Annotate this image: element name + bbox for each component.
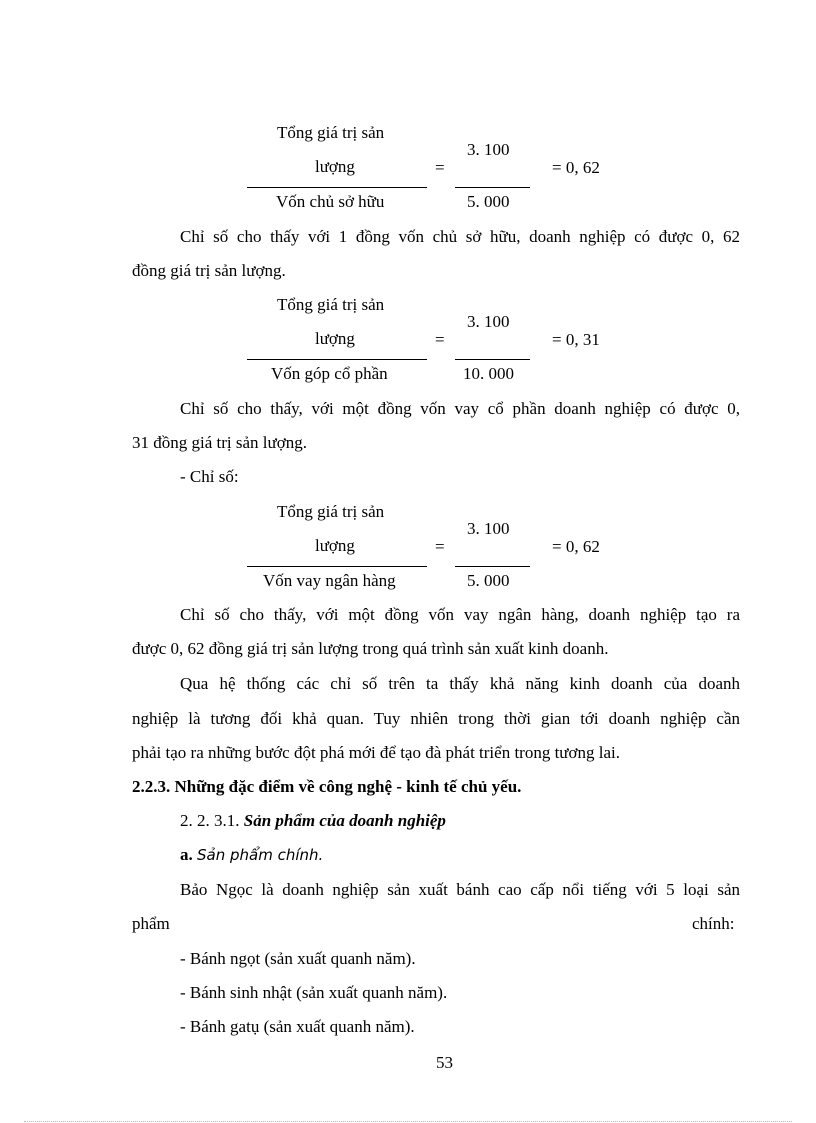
sub-item-heading	[180, 845, 323, 865]
value-denominator: 5. 000	[467, 571, 510, 590]
paragraph-line: phải tạo ra những bước đột phá mới để tạo đà phát triển trong tương lai.	[132, 743, 620, 762]
formula-numerator-line1: Tổng giá trị sản	[277, 123, 385, 142]
formula-numerator-line2: lượng	[315, 536, 355, 555]
equals-sign: =	[435, 330, 445, 349]
value-fraction-bar	[455, 187, 530, 188]
value-denominator: 5. 000	[467, 192, 510, 211]
value-numerator: 3. 100	[467, 519, 510, 538]
sub-item-title: Sản phẩm chính.	[197, 846, 324, 864]
formula-denominator: Vốn vay ngân hàng	[263, 571, 396, 590]
formula-numerator-line2: lượng	[315, 157, 355, 176]
list-item: - Bánh sinh nhật (sản xuất quanh năm).	[180, 983, 448, 1002]
value-fraction-bar	[455, 359, 530, 360]
subsection-number: 2. 2. 3.1.	[180, 811, 240, 830]
paragraph-line: được 0, 62 đồng giá trị sản lượng trong quá trình sản xuất kinh doanh.	[132, 639, 609, 658]
formula-result: = 0, 31	[552, 330, 600, 349]
formula-numerator-line2: lượng	[315, 329, 355, 348]
paragraph-line: đồng giá trị sản lượng.	[132, 261, 286, 280]
fraction-bar	[247, 359, 427, 360]
value-denominator: 10. 000	[463, 364, 514, 383]
value-numerator: 3. 100	[467, 312, 510, 331]
equals-sign: =	[435, 537, 445, 556]
paragraph-line: Chỉ số cho thấy, với một đồng vốn vay cổ phần doanh nghiệp có được 0,	[180, 399, 740, 418]
section-heading: 2.2.3. Những đặc điểm về công nghệ - kinh tế chủ yếu.	[132, 777, 522, 796]
paragraph-line: 31 đồng giá trị sản lượng.	[132, 433, 307, 452]
paragraph-line: nghiệp là tương đối khả quan. Tuy nhiên trong thời gian tới doanh nghiệp cần	[132, 709, 740, 728]
list-item: - Bánh gatụ (sản xuất quanh năm).	[180, 1017, 415, 1036]
value-numerator: 3. 100	[467, 140, 510, 159]
page-border	[24, 1121, 792, 1122]
paragraph-word: phẩm	[132, 914, 170, 933]
subsection-title: Sản phẩm của doanh nghiệp	[243, 811, 446, 830]
formula-result: = 0, 62	[552, 537, 600, 556]
paragraph-line: Chỉ số cho thấy với 1 đồng vốn chủ sở hữu, doanh nghiệp có được 0, 62	[180, 227, 740, 246]
sub-item-label: a.	[180, 845, 193, 864]
formula-numerator-line1: Tổng giá trị sản	[277, 295, 385, 314]
fraction-bar	[247, 566, 427, 567]
formula-numerator-line1: Tổng giá trị sản	[277, 502, 385, 521]
paragraph-line: Chỉ số cho thấy, với một đồng vốn vay ngân hàng, doanh nghiệp tạo ra	[180, 605, 740, 624]
formula-denominator: Vốn góp cổ phần	[271, 364, 388, 383]
fraction-bar	[247, 187, 427, 188]
subsection-heading	[180, 811, 446, 831]
paragraph-line: Qua hệ thống các chỉ số trên ta thấy khả năng kinh doanh của doanh	[180, 674, 740, 693]
paragraph-word: chính:	[692, 914, 735, 933]
paragraph-line: - Chỉ số:	[180, 467, 239, 486]
value-fraction-bar	[455, 566, 530, 567]
paragraph-line: Bảo Ngọc là doanh nghiệp sản xuất bánh cao cấp nổi tiếng với 5 loại sản	[180, 880, 740, 899]
formula-denominator: Vốn chủ sở hữu	[276, 192, 385, 211]
page-number: 53	[436, 1053, 453, 1072]
formula-result: = 0, 62	[552, 158, 600, 177]
equals-sign: =	[435, 158, 445, 177]
list-item: - Bánh ngọt (sản xuất quanh năm).	[180, 949, 416, 968]
